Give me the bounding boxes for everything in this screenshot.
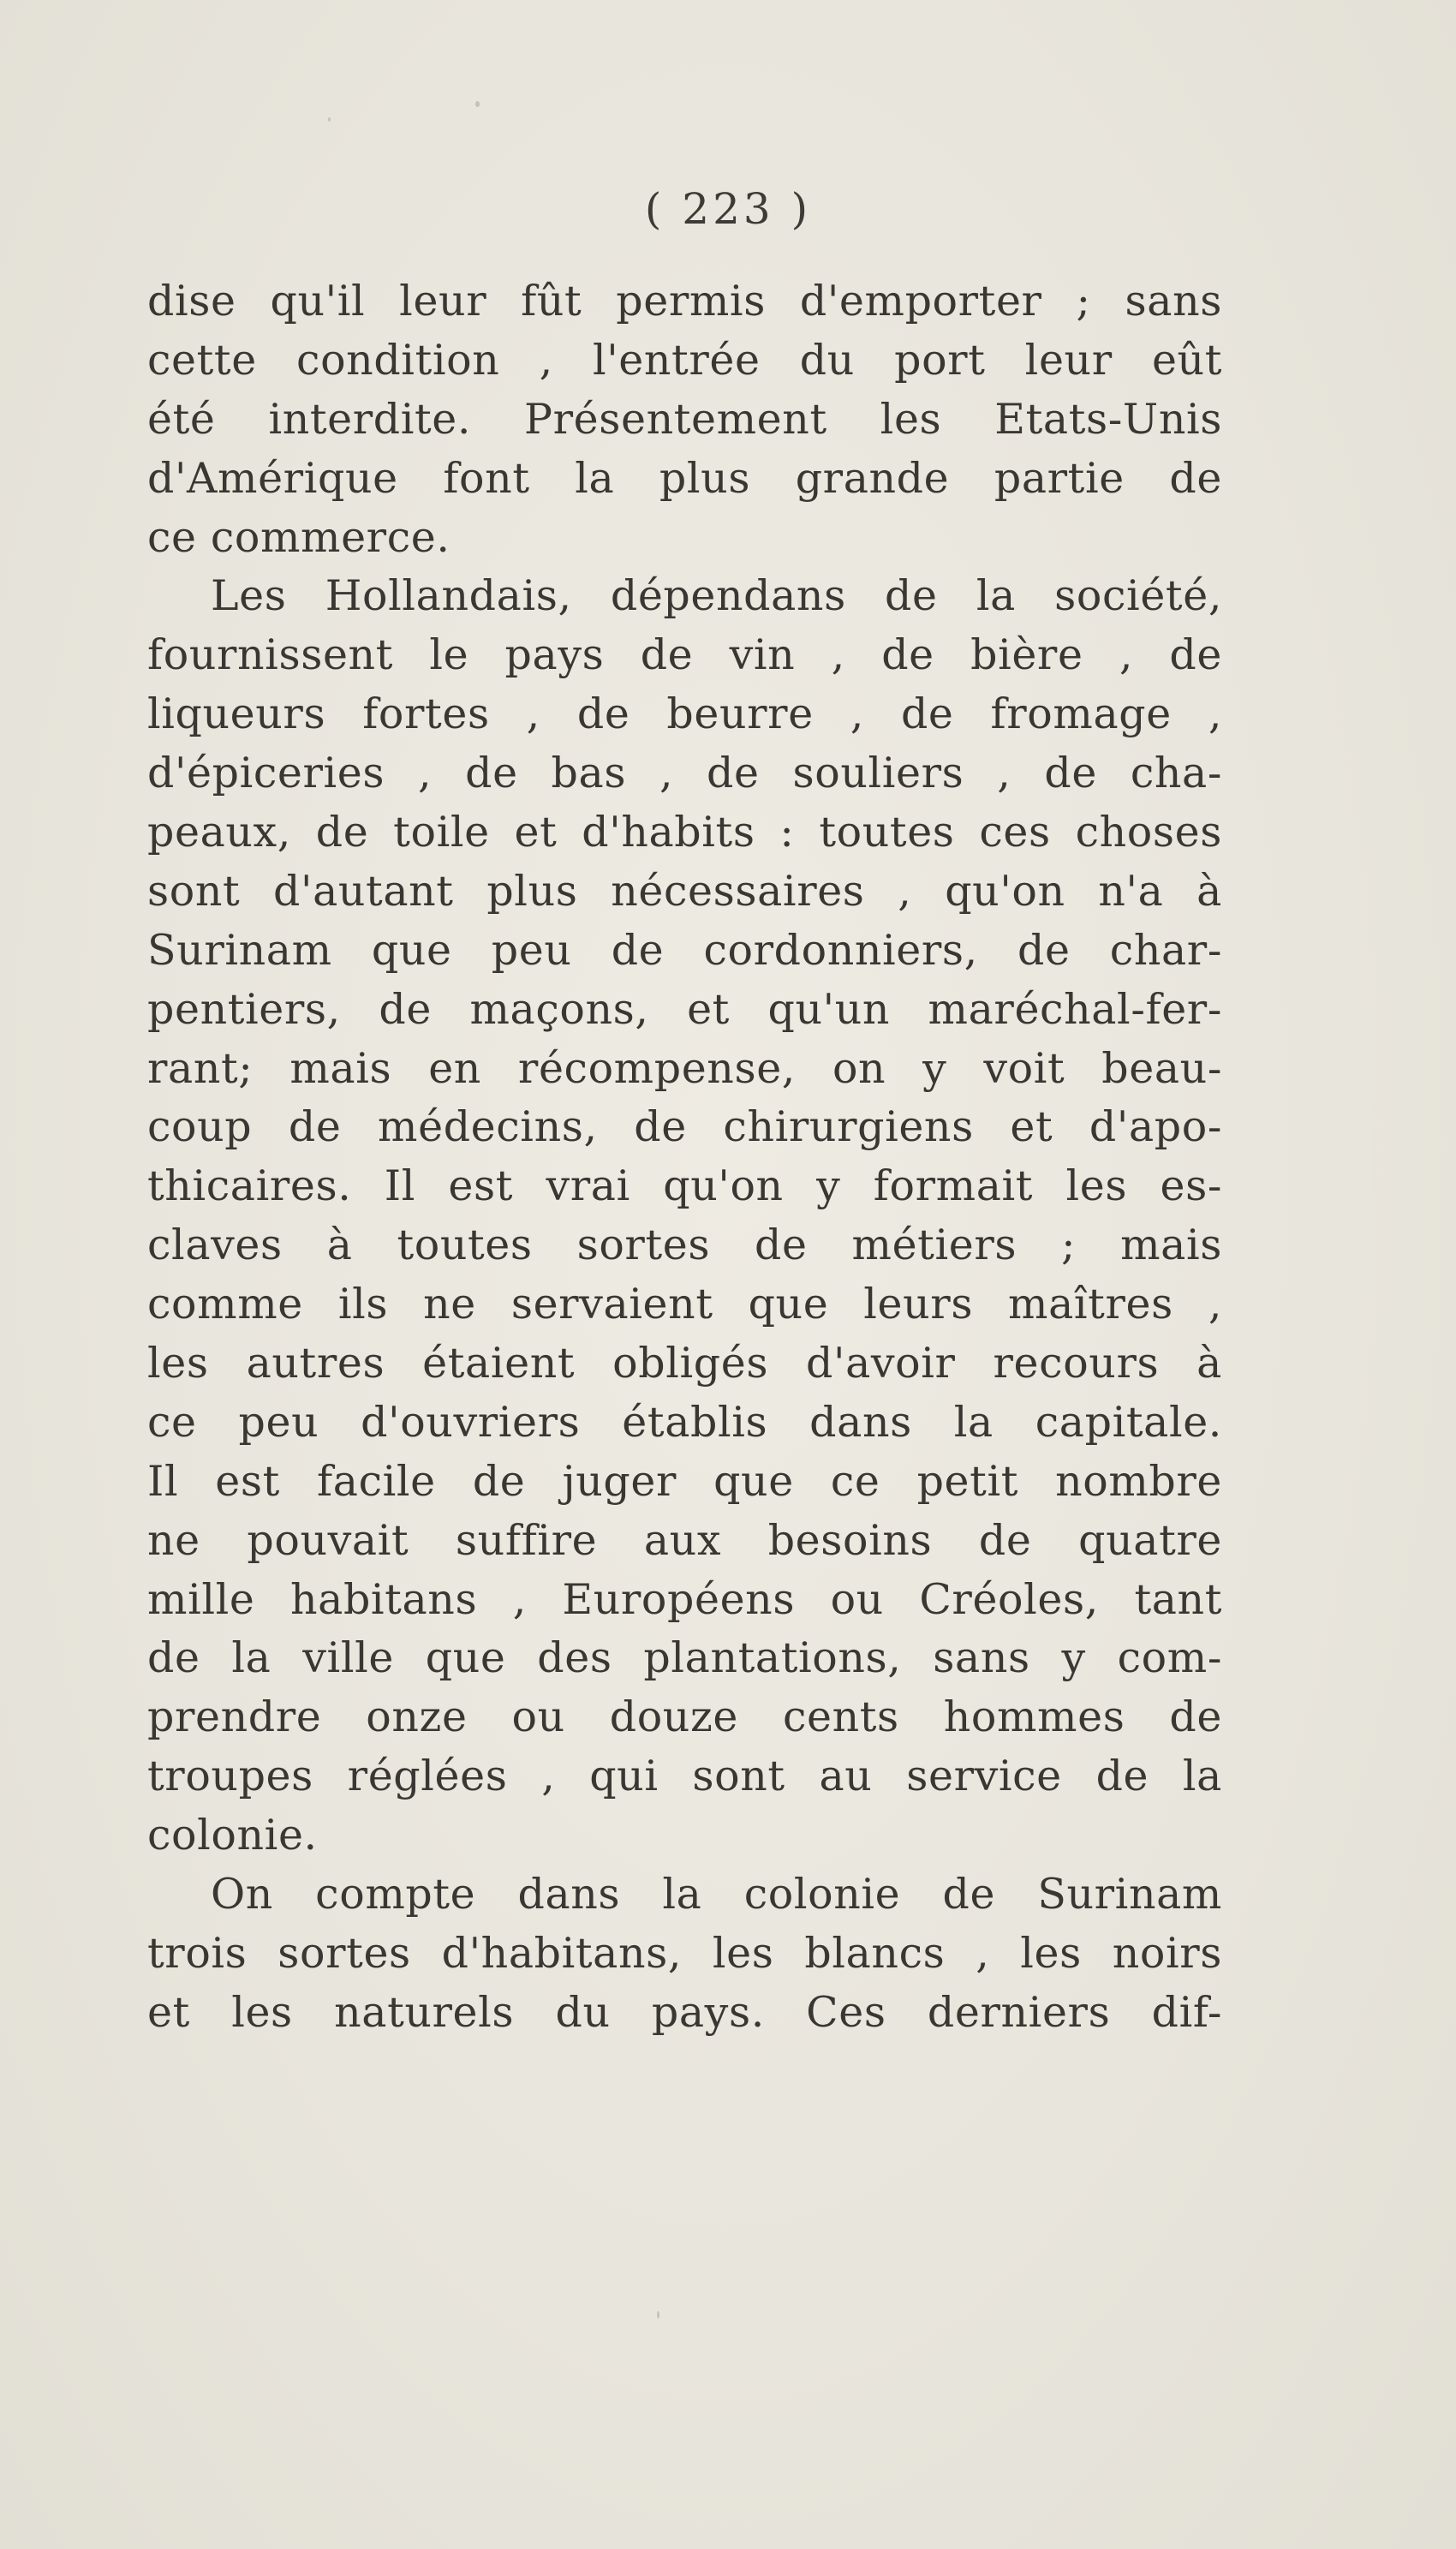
paper-speck (475, 101, 480, 107)
text-line: fournissent le pays de vin , de bière , de (147, 630, 1222, 680)
text-line: troupes réglées , qui sont au service de la (147, 1752, 1222, 1801)
text-line: claves à toutes sortes de métiers ; mais (147, 1221, 1222, 1270)
text-line: de la ville que des plantations, sans y com- (147, 1633, 1222, 1683)
text-line: cette condition , l'entrée du port leur eût (147, 335, 1222, 385)
text-line: les autres étaient obligés d'avoir recours à (147, 1339, 1222, 1388)
text-line: mille habitans , Européens ou Créoles, tant (147, 1574, 1222, 1624)
paper-speck (657, 2311, 659, 2319)
text-line: dise qu'il leur fût permis d'emporter ; sans (147, 277, 1222, 325)
page-number: ( 223 ) (644, 184, 812, 234)
text-line: Il est facile de juger que ce petit nombre (147, 1456, 1222, 1506)
text-line: et les naturels du pays. Ces derniers dif- (147, 1987, 1222, 2037)
text-line: On compte dans la colonie de Surinam (211, 1870, 1222, 1919)
paper-speck (328, 117, 331, 122)
text-line: ne pouvait suffire aux besoins de quatre (147, 1515, 1222, 1565)
text-line: d'Amérique font la plus grande partie de (147, 453, 1222, 503)
text-line: Les Hollandais, dépendans de la société, (211, 571, 1222, 621)
text-line: peaux, de toile et d'habits : toutes ces choses (147, 808, 1222, 857)
text-line: été interdite. Présentement les Etats-Unis (147, 394, 1222, 444)
text-line: ce commerce. (147, 512, 451, 562)
text-line: liqueurs fortes , de beurre , de fromage , (147, 689, 1222, 739)
text-line: thicaires. Il est vrai qu'on y formait les es- (147, 1161, 1222, 1211)
text-line: colonie. (147, 1811, 318, 1860)
body-text (147, 272, 1222, 2043)
text-line: trois sortes d'habitans, les blancs , les noirs (147, 1928, 1222, 1978)
text-line: coup de médecins, de chirurgiens et d'apo- (147, 1102, 1222, 1152)
text-line: pentiers, de maçons, et qu'un maréchal-fer- (147, 984, 1222, 1034)
text-line: ce peu d'ouvriers établis dans la capitale. (147, 1397, 1222, 1447)
text-line: Surinam que peu de cordonniers, de char- (147, 925, 1222, 975)
text-line: prendre onze ou douze cents hommes de (147, 1692, 1222, 1742)
text-line: comme ils ne servaient que leurs maîtres , (147, 1280, 1222, 1329)
text-line: sont d'autant plus nécessaires , qu'on n'a à (147, 866, 1222, 916)
text-line: rant; mais en récompense, on y voit beau- (147, 1043, 1222, 1093)
text-line: d'épiceries , de bas , de souliers , de cha- (147, 749, 1222, 798)
